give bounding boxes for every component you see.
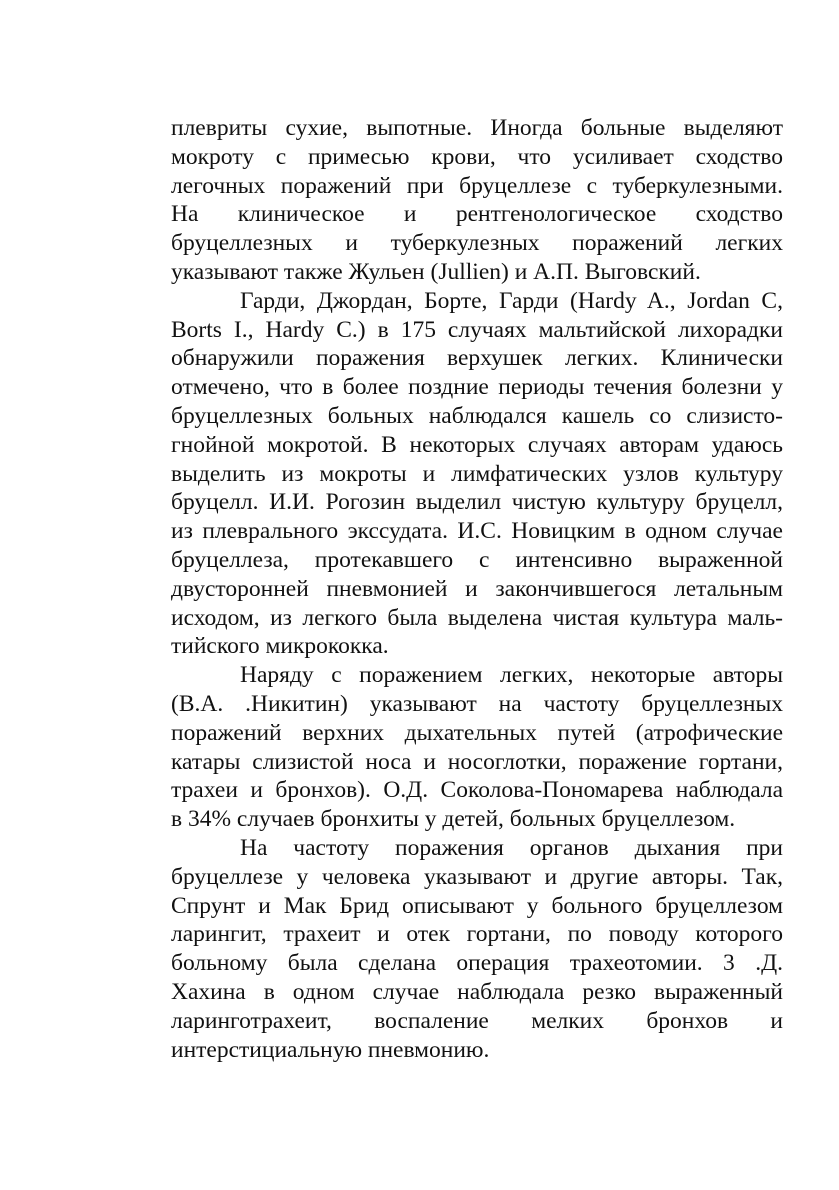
text-line: На клиническое и рентгенологическое сходство [171, 201, 783, 228]
text-line: плевриты сухие, выпотные. Иногда больные выделяют [171, 115, 783, 141]
text-line: двусторонней пневмонией и закончившегося летальным [171, 575, 783, 602]
text-line: Спрунт и Мак Брид описывают у больного бруцеллезом [171, 892, 783, 919]
text-line: бруцеллезе у человека указывают и другие авторы. Так, [171, 863, 783, 890]
text-line: Наряду с поражением легких, некоторые авторы [240, 662, 783, 689]
text-line: указывают также Жульен (Jullien) и А.П. Выговский. [171, 258, 701, 285]
text-line: отмечено, что в более поздние периоды течения болезни у [171, 374, 783, 401]
text-line: обнаружили поражения верхушек легких. Клинически [171, 345, 783, 372]
text-line: бруцеллезных больных наблюдался кашель со слизисто- [171, 402, 783, 429]
text-line: (В.А. .Никитин) указывают на частоту бруцеллезных [171, 690, 783, 717]
body-text [171, 114, 783, 1064]
text-line: в 34% случаев бронхиты у детей, больных бруцеллезом. [171, 806, 736, 833]
text-line: мокроту с примесью крови, что усиливает сходство [171, 143, 783, 170]
text-line: исходом, из легкого была выделена чистая культура маль- [171, 604, 783, 631]
text-line: Гарди, Джордан, Борте, Гарди (Hardy A., Jordan C, [240, 287, 783, 314]
text-line: Borts I., Hardy C.) в 175 случаях мальтийской лихорадки [171, 316, 783, 343]
text-line: бруцеллезных и туберкулезных поражений легких [171, 230, 783, 257]
text-line: поражений верхних дыхательных путей (атрофические [171, 719, 783, 746]
text-line: тийского микрококка. [171, 633, 389, 660]
text-line: больному была сделана операция трахеотомии. 3 .Д. [171, 950, 783, 977]
text-line: бруцелл. И.И. Рогозин выделил чистую культуру бруцелл, [171, 489, 783, 516]
text-line: легочных поражений при бруцеллезе с туберкулезными. [171, 172, 783, 199]
text-line: На частоту поражения органов дыхания при [240, 834, 783, 861]
text-line: ларингит, трахеит и отек гортани, по поводу которого [171, 921, 783, 948]
text-line: из плеврального экссудата. И.С. Новицким в одном случае [171, 518, 783, 545]
text-line: гнойной мокротой. В некоторых случаях авторам удаюсь [171, 431, 783, 458]
text-line: бруцеллеза, протекавшего с интенсивно выраженной [171, 546, 783, 573]
text-line: катары слизистой носа и носоглотки, поражение гортани, [171, 748, 783, 775]
text-line: интерстициальную пневмонию. [171, 1036, 490, 1063]
text-line: трахеи и бронхов). О.Д. Соколова-Пономарева наблюдала [171, 777, 783, 804]
text-line: ларинготрахеит, воспаление мелких бронхов и [171, 1007, 783, 1034]
text-line: Хахина в одном случае наблюдала резко выраженный [171, 978, 783, 1005]
text-line: выделить из мокроты и лимфатических узлов культуру [171, 460, 783, 487]
